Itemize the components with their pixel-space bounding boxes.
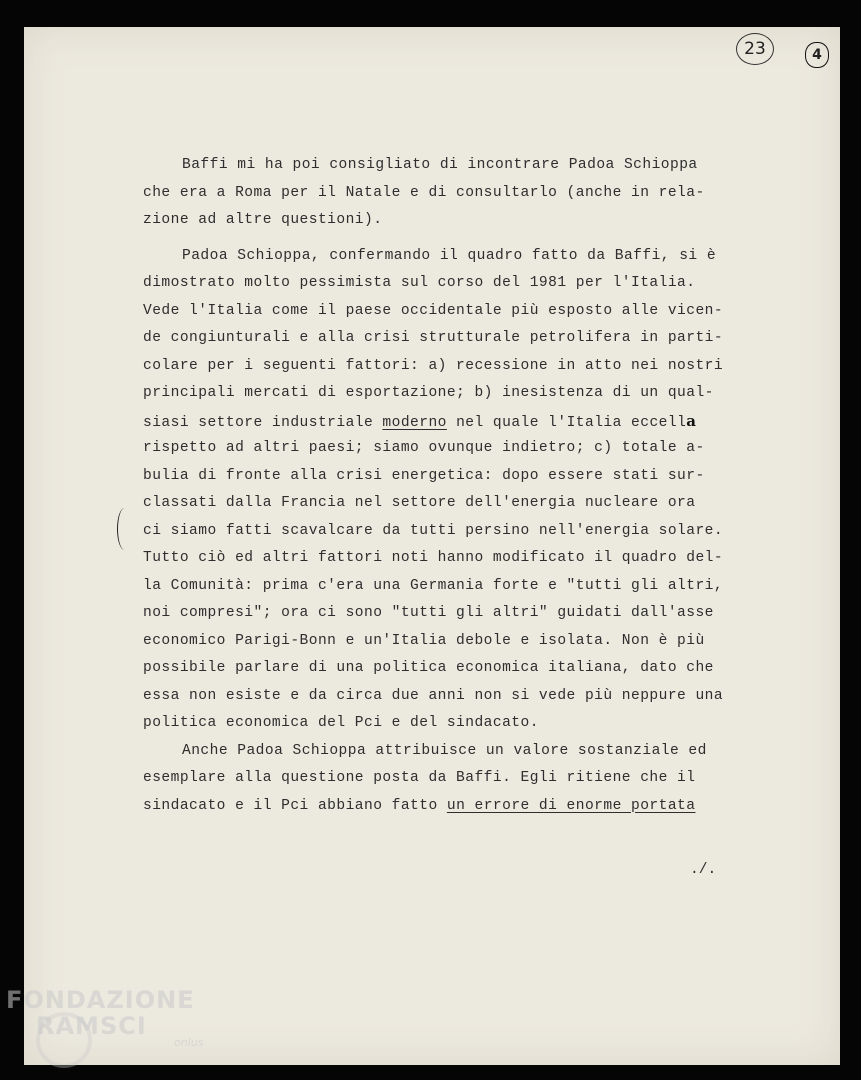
text-segment: siasi settore industriale [143, 414, 383, 431]
text-line: bulia di fronte alla crisi energetica: dopo essere stati sur- [143, 467, 705, 484]
page-number-boxed: 4 [805, 42, 829, 68]
text-line: rispetto ad altri paesi; siamo ovunque indietro; c) totale a- [143, 440, 705, 456]
text-line: Anche Padoa Schioppa attribuisce un valore sostanziale ed [182, 742, 707, 759]
text-line: economico Parigi-Bonn e un'Italia debole e isolata. Non è più [143, 632, 705, 649]
text-line: colare per i seguenti fattori: a) recessione in atto nei nostri [143, 357, 724, 374]
text-line: esemplare alla questione posta da Baffi. Egli ritiene che il [143, 770, 696, 786]
continuation-mark: ./. [690, 862, 717, 878]
text-segment: nel quale l'Italia eccell [446, 414, 687, 431]
g-ring-icon [36, 1012, 92, 1068]
underlined-phrase: un errore di enorme portata [446, 797, 696, 814]
text-line: ci siamo fatti scavalcare da tutti persino nell'energia solare. [143, 522, 724, 539]
text-line: possibile parlare di una politica economica italiana, dato che [143, 660, 714, 676]
text-line: Tutto ciò ed altri fattori noti hanno modificato il quadro del- [143, 550, 724, 566]
text-line: classati dalla Francia nel settore dell'energia nucleare ora [143, 495, 696, 511]
text-line: politica economica del Pci e del sindacato. [143, 715, 539, 731]
margin-bracket-mark [117, 508, 132, 550]
typed-letter-body [143, 152, 753, 820]
text-line: essa non esiste e da circa due anni non si vede più neppure una [143, 687, 724, 704]
text-line: de congiunturali e alla crisi strutturale petrolifera in parti- [143, 330, 724, 346]
text-line: principali mercati di esportazione; b) inesistenza di un qual- [143, 385, 714, 401]
watermark-line-3: onlus [174, 1036, 204, 1049]
page-number-circled: 23 [736, 33, 774, 65]
text-line: zione ad altre questioni). [143, 212, 383, 228]
text-line: la Comunità: prima c'era una Germania forte e "tutti gli altri, [143, 577, 724, 594]
text-line: dimostrato molto pessimista sul corso del 1981 per l'Italia. [143, 275, 696, 291]
handwritten-correction: a [686, 411, 697, 430]
text-segment: sindacato e il Pci abbiano fatto [143, 797, 447, 814]
text-line: Baffi mi ha poi consigliato di incontrare Padoa Schioppa [182, 157, 698, 173]
text-line: che era a Roma per il Natale e di consultarlo (anche in rela- [143, 184, 705, 201]
watermark-line-1: FONDAZIONE [6, 986, 195, 1014]
watermark-line-2: RAMSCI [36, 1012, 147, 1040]
text-line [143, 408, 753, 436]
watermark-logo [6, 986, 203, 1049]
text-line: Vede l'Italia come il paese occidentale più esposto alle vicen- [143, 302, 724, 319]
text-line: noi compresi"; ora ci sono "tutti gli altri" guidati dall'asse [143, 605, 714, 621]
text-line [143, 793, 753, 821]
text-line: Padoa Schioppa, confermando il quadro fatto da Baffi, si è [182, 247, 717, 264]
underlined-word: moderno [382, 414, 447, 431]
